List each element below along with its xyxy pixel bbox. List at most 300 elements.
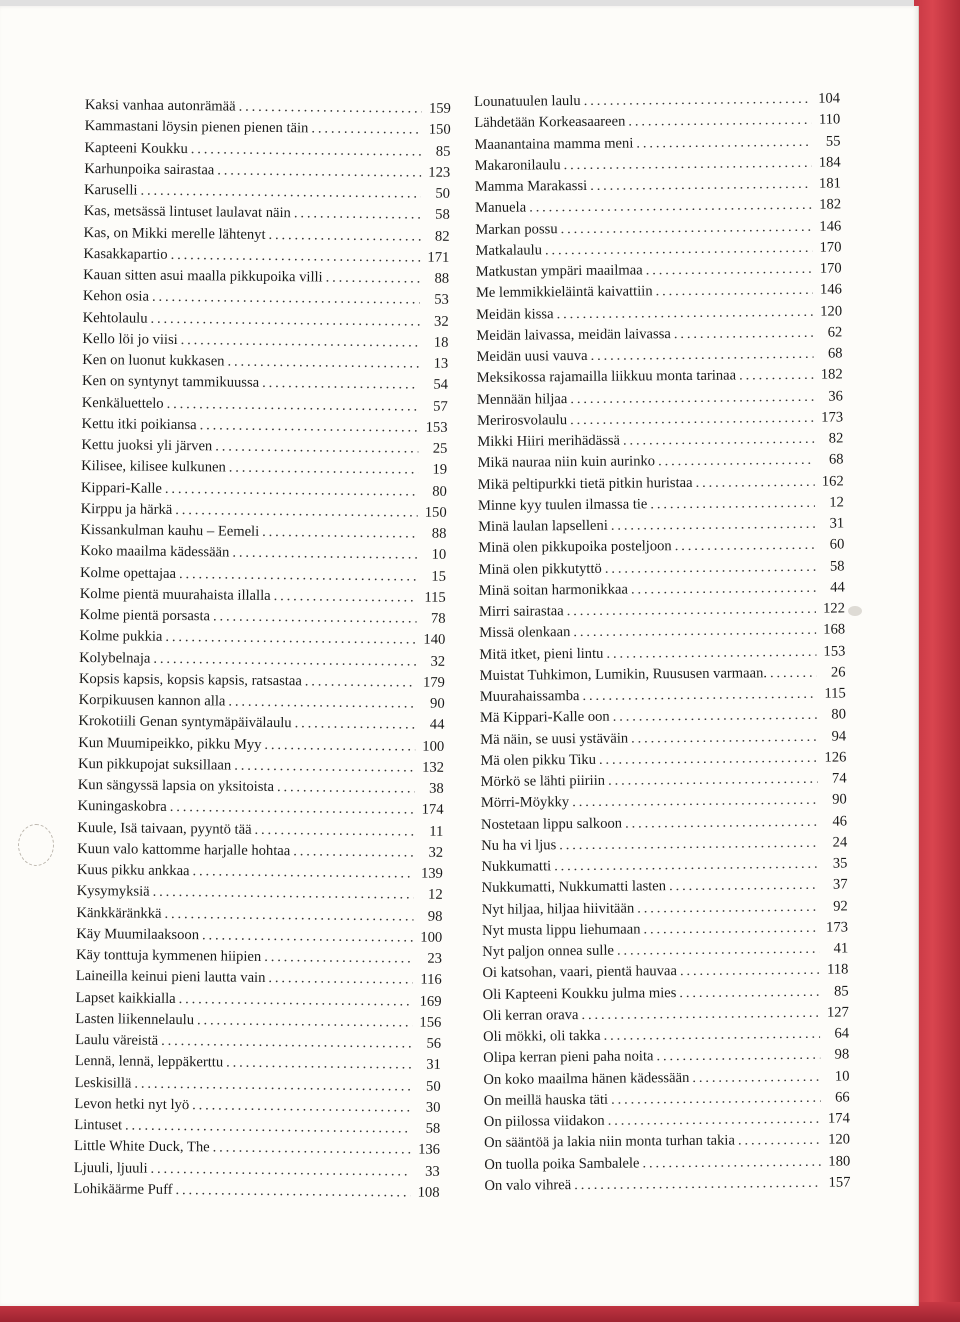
entry-title: Little White Duck, The <box>73 1138 210 1156</box>
entry-title: Kuun valo kattomme harjalle hohtaa <box>77 840 291 859</box>
entry-page-number: 31 <box>829 515 845 532</box>
dot-leader <box>134 1075 411 1095</box>
entry-title: Kettu juoksi yli järven <box>81 436 213 455</box>
entry-title: Kun pikkupojat suksillaan <box>77 755 232 774</box>
entry-title: Känkkäränkkä <box>76 904 162 922</box>
entry-page-number: 36 <box>828 387 843 405</box>
dot-leader <box>669 877 819 895</box>
entry-page-number: 50 <box>425 1078 441 1095</box>
dot-leader <box>606 643 816 662</box>
entry-title: Minä olen pikkutyttö <box>478 560 602 578</box>
entry-page-number: 32 <box>428 844 444 861</box>
dot-leader <box>227 354 419 373</box>
index-entry <box>73 1181 439 1206</box>
entry-title: Lapset kaikkialla <box>75 989 176 1007</box>
entry-page-number: 35 <box>832 855 848 872</box>
entry-title: Oli Kapteeni Koukku julma mies <box>482 984 677 1003</box>
dot-leader <box>171 247 421 267</box>
dot-leader <box>559 834 818 853</box>
entry-title: Mitä itket, pieni lintu <box>479 645 604 663</box>
entry-page-number: 170 <box>819 260 842 277</box>
entry-title: Meidän kissa <box>476 305 554 323</box>
entry-title: Lintuset <box>74 1116 123 1134</box>
dot-leader <box>582 686 816 705</box>
entry-title: Kehon osia <box>82 288 150 305</box>
entry-page-number: 32 <box>430 653 446 670</box>
entry-page-number: 159 <box>428 100 451 117</box>
dot-leader <box>228 694 415 713</box>
entry-title: Nyt musta lippu liehumaan <box>481 921 641 939</box>
entry-title: Kas, on Mikki merelle lähtenyt <box>83 224 266 243</box>
entry-title: Levon hetki nyt lyö <box>74 1095 190 1113</box>
entry-page-number: 38 <box>429 780 444 797</box>
dot-leader <box>152 289 420 309</box>
entry-title: Maanantaina mamma meni <box>474 134 634 153</box>
entry-title: Kuule, Isä taivaan, pyyntö tää <box>77 819 252 838</box>
entry-title: Oli mökki, oli takka <box>482 1027 601 1045</box>
entry-page-number: 136 <box>418 1141 441 1159</box>
paper-spot <box>848 606 862 616</box>
entry-page-number: 110 <box>818 111 841 128</box>
dot-leader <box>623 431 814 450</box>
dot-leader <box>170 799 415 819</box>
dot-leader <box>179 991 413 1010</box>
dot-leader <box>564 155 812 174</box>
entry-title: Kolme opettajaa <box>79 564 177 582</box>
entry-page-number: 82 <box>828 430 844 447</box>
entry-page-number: 80 <box>432 483 447 500</box>
entry-page-number: 56 <box>426 1035 442 1052</box>
entry-title: Nu ha vi ljus <box>481 836 557 854</box>
dot-leader <box>153 884 414 904</box>
entry-page-number: 108 <box>417 1184 440 1201</box>
entry-page-number: 68 <box>827 345 843 362</box>
entry-title: Kolybelnaja <box>79 649 151 667</box>
dot-leader <box>200 417 419 436</box>
entry-title: Merirosvolaulu <box>477 411 568 429</box>
entry-title: Kehtolaulu <box>82 309 148 327</box>
entry-page-number: 10 <box>431 546 447 564</box>
dot-leader <box>274 588 417 606</box>
entry-page-number: 150 <box>428 121 451 139</box>
dot-leader <box>611 1089 821 1108</box>
entry-title: Kysymyksiä <box>76 883 150 900</box>
dot-leader <box>570 410 814 429</box>
dot-leader <box>268 226 420 245</box>
entry-title: Laulu väreistä <box>75 1031 159 1049</box>
dot-leader <box>739 367 814 385</box>
dot-leader <box>608 1111 821 1130</box>
entry-page-number: 180 <box>828 1152 851 1170</box>
entry-title: Korpikuusen kannon alla <box>78 691 226 710</box>
entry-page-number: 12 <box>829 494 845 511</box>
entry-page-number: 80 <box>831 706 847 723</box>
dot-leader <box>232 545 417 564</box>
entry-title: Nukkumatti, Nukkumatti lasten <box>481 878 667 897</box>
entry-page-number: 168 <box>823 621 846 638</box>
entry-page-number: 94 <box>831 727 847 745</box>
dot-leader <box>573 622 816 641</box>
entry-page-number: 66 <box>834 1089 850 1106</box>
entry-page-number: 150 <box>424 504 447 521</box>
book-cover-edge <box>914 0 960 1322</box>
entry-title: Kolme pientä muurahaista illalla <box>79 585 271 604</box>
entry-title: Kas, metsässä lintuset laulavat näin <box>83 203 291 222</box>
entry-page-number: 162 <box>821 472 844 490</box>
dot-leader <box>165 480 418 500</box>
dot-leader <box>611 516 815 535</box>
dot-leader <box>637 898 819 917</box>
entry-title: Meidän uusi vauva <box>476 347 588 365</box>
dot-leader <box>617 941 819 960</box>
entry-page-number: 60 <box>829 536 845 553</box>
entry-title: Manuela <box>475 199 527 217</box>
entry-title: Laineilla keinui pieni lautta vain <box>75 968 266 987</box>
entry-page-number: 122 <box>822 600 846 617</box>
dot-leader <box>572 792 818 811</box>
dot-leader <box>179 566 417 585</box>
entry-title: Krokotiili Genan syntymäpäivälaulu <box>78 713 292 732</box>
dot-leader <box>215 438 418 457</box>
entry-title: Minä olen pikkupoika posteljoon <box>478 538 672 557</box>
entry-title: Kauan sitten asui maalla pikkupoika villi <box>83 266 323 286</box>
entry-page-number: 153 <box>425 419 448 436</box>
entry-page-number: 37 <box>832 876 848 893</box>
entry-page-number: 12 <box>427 886 443 904</box>
dot-leader <box>628 112 811 131</box>
entry-title: Ken on luonut kukkasen <box>82 351 225 370</box>
entry-page-number: 31 <box>426 1056 441 1074</box>
entry-title: Olipa kerran pieni paha noita <box>483 1048 654 1067</box>
dot-leader <box>656 1047 820 1066</box>
entry-page-number: 170 <box>819 239 842 256</box>
entry-title: Mä olen pikku Tiku <box>480 751 597 769</box>
entry-title: Leskisillä <box>74 1074 132 1092</box>
entry-page-number: 146 <box>819 217 842 235</box>
dot-leader <box>642 1153 821 1172</box>
entry-title: Lohikäärme Puff <box>73 1180 173 1198</box>
entry-title: Kippari-Kalle <box>80 479 163 497</box>
dot-leader <box>175 1182 410 1201</box>
entry-page-number: 85 <box>833 982 849 1000</box>
dot-leader <box>268 970 413 989</box>
dot-leader <box>181 332 420 351</box>
entry-page-number: 82 <box>434 228 450 245</box>
dot-leader <box>674 325 814 343</box>
dot-leader <box>680 962 820 980</box>
dot-leader <box>192 1097 411 1116</box>
entry-title: Kilisee, kilisee kulkunen <box>81 458 226 476</box>
entry-title: Kettu itki poikiansa <box>81 415 197 433</box>
dot-leader <box>604 1026 821 1045</box>
entry-page-number: 18 <box>433 334 449 351</box>
dot-leader <box>554 856 818 876</box>
dot-leader <box>202 927 413 946</box>
entry-page-number: 116 <box>420 971 442 989</box>
dot-leader <box>770 664 817 681</box>
entry-title: Minä laulan lapselleni <box>478 517 608 535</box>
entry-title: Mirri sairastaa <box>478 603 564 620</box>
entry-title: Mamma Marakassi <box>474 177 588 195</box>
dot-leader <box>658 452 815 471</box>
entry-page-number: 10 <box>834 1067 850 1085</box>
entry-page-number: 13 <box>433 355 449 372</box>
entry-title: On valo vihreä <box>484 1176 572 1194</box>
entry-title: Lähdetään Korkeasaareen <box>474 113 626 132</box>
entry-title: Käy tonttuja kymmenen hiipien <box>75 946 262 965</box>
entry-title: Kolme pukkia <box>79 628 163 646</box>
dot-leader <box>650 494 815 513</box>
entry-page-number: 90 <box>429 695 445 712</box>
entry-title: Nyt paljon onnea sulle <box>482 942 615 960</box>
dot-leader <box>545 240 813 260</box>
entry-page-number: 15 <box>431 568 447 585</box>
entry-title: Mikä peltipurkki tietä pitkin huristaa <box>477 474 693 493</box>
entry-page-number: 54 <box>433 376 449 394</box>
entry-title: Kello löi jo viisi <box>82 330 178 348</box>
entry-title: Oli kerran orava <box>482 1006 579 1024</box>
entry-title: Kissankulman kauhu – Eemeli <box>80 521 260 540</box>
entry-page-number: 146 <box>819 281 842 298</box>
dot-leader <box>605 558 816 577</box>
dot-leader <box>567 601 816 620</box>
entry-page-number: 58 <box>435 206 450 224</box>
entry-title: Matkalaulu <box>475 242 543 259</box>
entry-page-number: 88 <box>431 525 447 542</box>
entry-title: Nukkumatti <box>481 858 552 875</box>
entry-page-number: 120 <box>820 302 843 320</box>
entry-title: Makaronilaulu <box>474 156 561 174</box>
dot-leader <box>229 460 418 479</box>
entry-page-number: 100 <box>420 929 443 946</box>
entry-page-number: 115 <box>424 589 446 606</box>
entry-title: Kuus pikku ankkaa <box>76 861 190 880</box>
entry-title: Lasten liikennelaulu <box>75 1010 195 1028</box>
entry-page-number: 179 <box>422 674 445 691</box>
entry-page-number: 24 <box>832 834 848 851</box>
entry-title: On meillä hauska täti <box>483 1091 609 1109</box>
entry-page-number: 55 <box>825 132 841 150</box>
entry-title: Minne kyy tuulen ilmassa tie <box>477 496 648 514</box>
entry-page-number: 32 <box>433 313 449 330</box>
entry-page-number: 57 <box>433 398 448 415</box>
entry-page-number: 58 <box>425 1120 441 1137</box>
entry-page-number: 182 <box>819 196 842 213</box>
dot-leader <box>213 1140 412 1159</box>
dot-leader <box>226 1055 412 1074</box>
entry-title: Kapteeni Koukku <box>84 139 188 157</box>
dot-leader <box>556 303 813 322</box>
entry-page-number: 174 <box>421 801 444 819</box>
entry-page-number: 115 <box>824 685 846 702</box>
entry-page-number: 62 <box>827 324 843 341</box>
entry-page-number: 156 <box>419 1014 442 1031</box>
dot-leader <box>125 1117 411 1137</box>
entry-page-number: 174 <box>827 1110 850 1127</box>
entry-page-number: 153 <box>823 642 846 660</box>
entry-page-number: 118 <box>826 961 849 978</box>
dot-leader <box>239 99 422 118</box>
entry-page-number: 64 <box>834 1025 850 1042</box>
entry-page-number: 33 <box>425 1163 440 1180</box>
entry-title: Ljuuli, ljuuli <box>73 1159 148 1177</box>
dot-leader <box>561 218 813 237</box>
dot-leader <box>140 183 421 203</box>
entry-page-number: 171 <box>427 249 450 266</box>
entry-title: Me lemmikkieläintä kaivattiin <box>475 283 653 302</box>
dot-leader <box>213 608 417 627</box>
entry-title: Meidän laivassa, meidän laivassa <box>476 325 671 344</box>
entry-page-number: 41 <box>833 940 849 957</box>
dot-leader <box>646 261 813 280</box>
entry-title: Mörri-Möykky <box>480 794 570 812</box>
entry-title: Minä soitan harmonikkaa <box>478 581 628 599</box>
dot-leader <box>656 282 813 301</box>
entry-title: Kaksi vanhaa autonrämää <box>84 97 236 115</box>
dot-leader <box>293 843 414 861</box>
entry-page-number: 169 <box>419 993 442 1010</box>
entry-title: Koko maailma kädessään <box>80 543 230 561</box>
dot-leader <box>192 863 413 882</box>
dot-leader <box>217 162 421 181</box>
entry-page-number: 88 <box>434 270 450 287</box>
entry-page-number: 74 <box>831 770 847 787</box>
entry-page-number: 127 <box>826 1004 849 1021</box>
entry-title: On tuolla poika Sambalele <box>484 1154 640 1173</box>
dot-leader <box>175 502 418 522</box>
entry-page-number: 23 <box>427 950 443 967</box>
dot-leader <box>234 757 415 776</box>
dot-leader <box>636 133 811 152</box>
entry-title: Kolme pientä porsasta <box>79 606 211 625</box>
entry-title: Ken on syntynyt tammikuussa <box>81 373 260 392</box>
dot-leader <box>294 205 421 223</box>
dot-leader <box>584 91 812 110</box>
entry-page-number: 58 <box>829 557 845 575</box>
index-entry <box>484 1174 850 1199</box>
dot-leader <box>161 1033 412 1053</box>
dot-leader <box>570 388 814 407</box>
entry-page-number: 139 <box>420 865 443 882</box>
entry-title: Mennään hiljaa <box>476 390 568 408</box>
dot-leader <box>264 736 415 755</box>
dot-leader <box>679 983 819 1001</box>
entry-title: Kopsis kapsis, kopsis kapsis, ratsastaa <box>78 670 302 690</box>
entry-title: Kun Muumipeikko, pikku Myy <box>78 734 262 753</box>
entry-title: Kasakkapartio <box>83 245 168 263</box>
entry-page-number: 25 <box>432 440 448 457</box>
entry-title: Mörkö se lähti piiriin <box>480 772 606 790</box>
entry-page-number: 120 <box>828 1131 851 1148</box>
entry-title: Käy Muumilaaksoon <box>76 925 200 943</box>
dot-leader <box>326 270 421 288</box>
entry-page-number: 157 <box>828 1174 851 1191</box>
dot-leader <box>613 707 817 726</box>
dot-leader <box>631 728 817 747</box>
dot-leader <box>599 749 818 768</box>
entry-title: Mikki Hiiri merihädässä <box>477 432 621 450</box>
dot-leader <box>738 1132 821 1150</box>
dot-leader <box>165 629 416 649</box>
entry-title: Kammastani löysin pienen pienen täin <box>84 118 309 137</box>
dot-leader <box>695 473 814 491</box>
entry-page-number: 19 <box>432 461 448 479</box>
entry-page-number: 26 <box>830 664 846 681</box>
entry-page-number: 44 <box>429 716 445 734</box>
entry-page-number: 126 <box>824 749 847 766</box>
entry-title: Muurahaissamba <box>479 688 580 705</box>
dot-leader <box>197 1012 412 1031</box>
entry-page-number: 68 <box>828 451 844 468</box>
entry-title: Lounatuulen laulu <box>474 92 581 110</box>
entry-page-number: 90 <box>832 791 847 808</box>
entry-title: Nyt hiljaa, hiljaa hiivitään <box>481 900 635 918</box>
entry-page-number: 50 <box>435 185 451 202</box>
entry-title: On sääntöä ja lakia niin monta turhan takia <box>483 1132 735 1152</box>
entry-title: Meksikossa rajamailla liikkuu monta tarinaa <box>476 367 737 387</box>
index-column-right <box>474 90 851 1198</box>
dot-leader <box>591 346 814 365</box>
entry-title: Missä olenkaan <box>479 624 571 642</box>
entry-page-number: 132 <box>422 759 445 776</box>
dot-leader <box>277 779 415 797</box>
entry-page-number: 104 <box>818 90 841 107</box>
dot-leader <box>529 197 812 217</box>
dot-leader <box>608 771 818 790</box>
entry-title: Kenkäluettelo <box>81 394 164 412</box>
dot-leader <box>590 176 812 195</box>
entry-title: Mikä nauraa niin kuin aurinko <box>477 453 656 472</box>
dot-leader <box>574 1174 821 1193</box>
dot-leader <box>191 141 422 160</box>
dot-leader <box>150 1160 410 1180</box>
dot-leader <box>255 821 415 840</box>
entry-page-number: 181 <box>818 175 841 192</box>
dot-leader <box>167 395 419 415</box>
entry-page-number: 85 <box>435 143 451 160</box>
entry-title: Kun sängyssä lapsia on yksitoista <box>77 776 275 796</box>
dot-leader <box>295 715 416 733</box>
entry-page-number: 44 <box>830 579 845 596</box>
dot-leader <box>675 537 816 555</box>
entry-title: Muistat Tuhkimon, Lumikin, Ruususen varmaan. <box>479 664 768 684</box>
entry-page-number: 78 <box>430 610 446 627</box>
entry-page-number: 173 <box>826 919 849 936</box>
entry-page-number: 30 <box>425 1099 441 1116</box>
entry-page-number: 53 <box>434 291 449 309</box>
entry-page-number: 140 <box>423 631 446 649</box>
punch-hole-mark <box>18 824 54 866</box>
dot-leader <box>262 524 417 543</box>
entry-title: Kuningaskobra <box>77 798 167 816</box>
entry-page-number: 173 <box>821 409 844 426</box>
entry-page-number: 184 <box>818 154 841 171</box>
entry-title: Mä Kippari-Kalle oon <box>479 708 610 727</box>
entry-title: Matkustan ympäri maailmaa <box>475 262 643 280</box>
dot-leader <box>625 813 818 832</box>
entry-title: Oi katsohan, vaari, pientä hauvaa <box>482 963 678 982</box>
entry-page-number: 46 <box>832 812 848 830</box>
entry-title: Kirppu ja härkä <box>80 500 173 518</box>
entry-title: Nostetaan lippu salkoon <box>480 815 623 833</box>
entry-page-number: 98 <box>427 908 443 925</box>
dot-leader <box>164 905 413 925</box>
dot-leader <box>305 673 416 691</box>
entry-title: On piilossa viidakon <box>483 1112 605 1130</box>
index-column-left <box>73 97 451 1206</box>
entry-page-number: 92 <box>833 897 848 915</box>
entry-page-number: 100 <box>422 738 445 755</box>
